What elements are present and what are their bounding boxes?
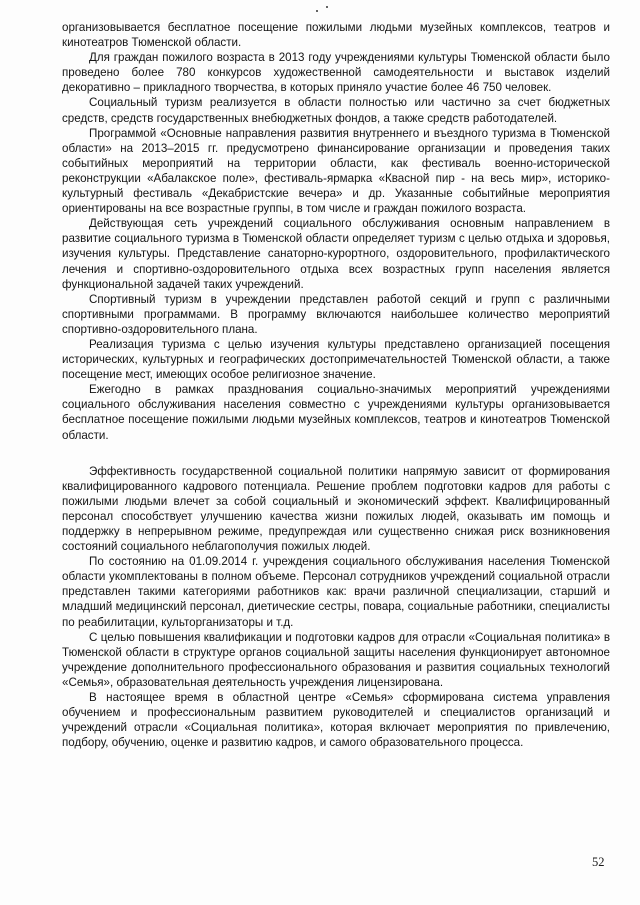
scan-speck bbox=[316, 10, 318, 12]
document-body bbox=[62, 20, 610, 750]
paragraph: С целью повышения квалификации и подготовки кадров для отрасли «Социальная политика» в Тюменской области в структуре органов социальной защиты населения функционирует автономное учреждение дополнительного профессионального образования и развития социальных технологий «Семья», образовательная деятельность учреждения лицензирована. bbox=[62, 630, 610, 689]
section-gap bbox=[62, 443, 610, 464]
paragraph: Для граждан пожилого возраста в 2013 году учреждениями культуры Тюменской области было проведено более 780 конкурсов художественной самодеятельности и выставок изделий декоративно – прикладного творчества, в которых приняло участие более 46 750 человек. bbox=[62, 51, 610, 95]
paragraph: Программой «Основные направления развития внутреннего и въездного туризма в Тюменской области» на 2013–2015 гг. предусмотрено финансирование организации и проведения таких событийных мероприятий на территории области, как фестиваль военно-исторической реконструкции «Абалакское поле», фестиваль-ярмарка «Квасной пир - на весь мир», историко-культурный фестиваль «Декабристские вечера» и др. Указанные событийные мероприятия ориентированы на все возрастные группы, в том числе и граждан пожилого возраста. bbox=[62, 126, 610, 216]
paragraph: Социальный туризм реализуется в области полностью или частично за счет бюджетных средств, средств государственных внебюджетных фондов, а также средств работодателей. bbox=[62, 96, 610, 125]
paragraph: Реализация туризма с целью изучения культуры представлено организацией посещения исторических, культурных и географических достопримечательностей Тюменской области, а также посещение мест, имеющих особое религиозное значение. bbox=[62, 337, 610, 382]
paragraph: По состоянию на 01.09.2014 г. учреждения социального обслуживания населения Тюменской области укомплектованы в полном объеме. Персонал сотрудников учреждений социальной отрасли представлен такими категориями работников как: врачи различной специализации, старший и младший медицинский персонал, диетические сестры, повара, социальные работники, специалисты по реабилитации, культорганизаторы и т.д. bbox=[62, 555, 610, 629]
page-number: 52 bbox=[592, 855, 605, 869]
paragraph: В настоящее время в областной центре «Семья» сформирована система управления обучением и профессиональным развитием руководителей и специалистов организаций и учреждений отрасли «Социальная политика», которая включает мероприятия по привлечению, подбору, обучению, оценке и развитию кадров, и самого образовательного процесса. bbox=[62, 691, 610, 750]
paragraph: Действующая сеть учреждений социального обслуживания основным направлением в развитие социального туризма в Тюменской области определяет туризм с целью отдыха и здоровья, изучения культуры. Представление санаторно-курортного, оздоровительного, профилактического лечения и спортивно-оздоровительного отдыха всех возрастных групп населения является функциональной задачей таких учреждений. bbox=[62, 217, 610, 291]
paragraph: Эффективность государственной социальной политики напрямую зависит от формирования квалифицированного кадрового потенциала. Решение проблем подготовки кадров для работы с пожилыми людьми влечет за собой социальный и экономический эффект. Квалифицированный персонал способствует улучшению качества жизни пожилых людей, оказывать им помощь и поддержку в непрерывном режиме, предупреждая или существенно снижая риск возникновения состояний социального неблагополучия пожилых людей. bbox=[62, 464, 610, 554]
paragraph: организовывается бесплатное посещение пожилыми людьми музейных комплексов, театров и кинотеатров Тюменской области. bbox=[62, 21, 610, 50]
paragraph: Ежегодно в рамках празднования социально-значимых мероприятий учреждениями социального обслуживания населения совместно с учреждениями культуры организовывается бесплатное посещение пожилыми людьми музейных комплексов, театров и кинотеатров Тюменской области. bbox=[62, 383, 610, 442]
scan-speck bbox=[326, 6, 328, 8]
paragraph: Спортивный туризм в учреждении представлен работой секций и групп с различными спортивными программами. В программу включаются наибольшее количество мероприятий спортивно-оздоровительного плана. bbox=[62, 292, 610, 336]
